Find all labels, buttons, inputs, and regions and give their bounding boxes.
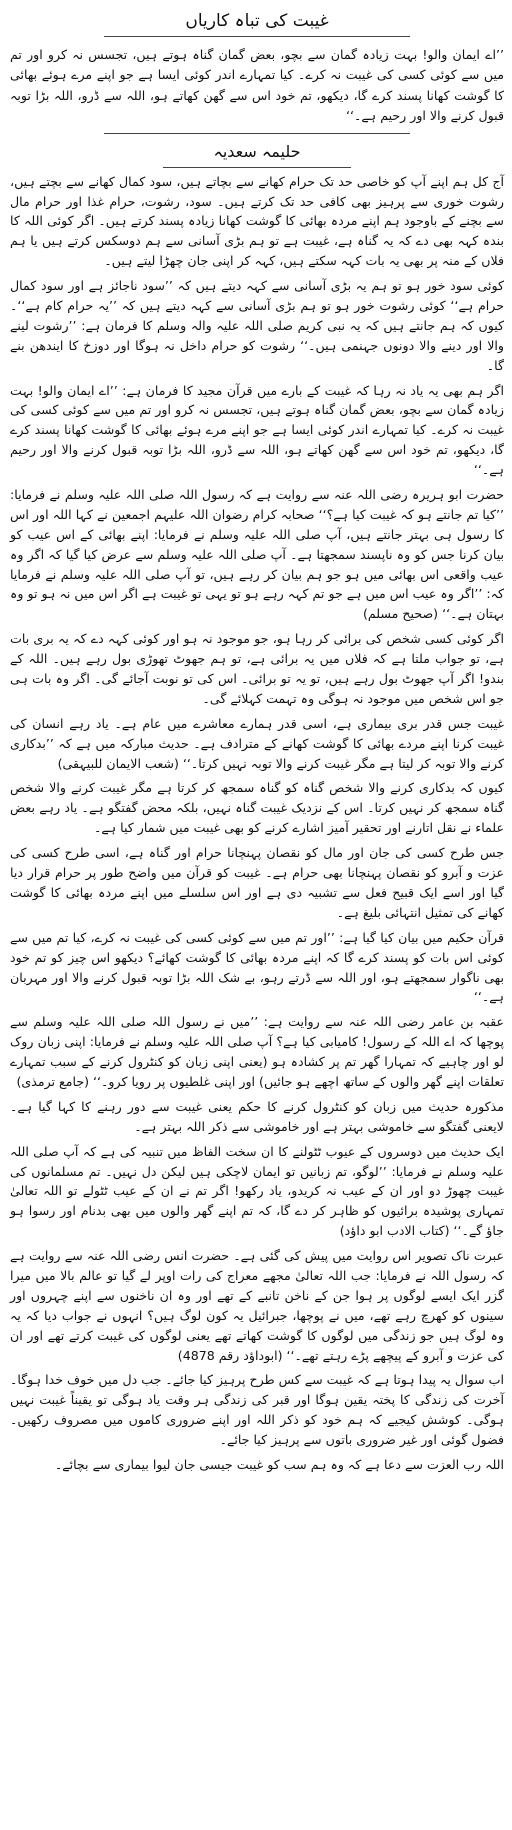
body-paragraph: اگر ہم بھی یہ یاد نہ رہا کہ غیبت کے بارے میں قرآن مجید کا فرمان ہے: ’’اے ایمان والو! بہت زیادہ گمان سے بچو، بعض گمان گناہ ہوتے ہیں، تجسس نہ کرو اور تم میں سے کوئی کسی کی غیبت نہ کرے۔ کیا تمہارے اندر کوئی ایسا ہے جو اپنے مرے ہوئے بھائی کا گوشت کھانا پسند کرے گا، دیکھو، تم خود اس سے گھن کھاتے ہو، اللہ سے ڈرو، اللہ بڑا توبہ قبول کرنے والا اور رحیم ہے۔‘‘ [10,382,504,478]
body-paragraph: اب سوال یہ پیدا ہوتا ہے کہ غیبت سے کس طرح پرہیز کیا جائے۔ جب دل میں خوف خدا ہوگا۔ آخرت کی زندگی کا پختہ یقین ہوگا اور قبر کی زندگی ہر وقت یاد ہوگی تو یقیناً غیبت نہیں ہوگی۔ کوشش کیجیے کہ ہم خود کو ذکر اللہ اور اپنے ضروری کاموں میں مصروف رکھیں۔ فضول گوئی اور غیر ضروری باتوں سے پرہیز کیا جائے۔ [10,1372,504,1448]
body-paragraph: اگر کوئی کسی شخص کی برائی کر رہا ہو، جو موجود نہ ہو اور کوئی کہہ دے کہ یہ بری بات ہے، تو جواب ملتا ہے کہ فلاں میں یہ برائی ہے، تو ہم جھوٹ تھوڑی بول رہے ہیں۔ اللہ کے بندو! اگر آپ جھوٹ بول رہے ہیں، تو یہ تو برائی۔ اس کی تو نوبت آجائے گی۔ اگر وہ بات ہی جو اس شخص میں موجود نہ ہوگی وہ تہمت کہلائے گی۔ [10,631,504,706]
body-paragraph: عبرت ناک تصویر اس روایت میں پیش کی گئی ہے۔ حضرت انس رضی اللہ عنہ سے روایت ہے کہ رسول اللہ نے فرمایا: جب اللہ تعالیٰ مجھے معراج کی رات اوپر لے گیا تو عالم بالا میں میرا گزر ایک ایسے لوگوں پر ہوا جن کے ناخن تانبے کے تھے اور وہ ان ناخنوں سے اپنے چہروں اور سینوں کو کھرچ رہے تھے، میں نے پوچھا، جبرائیل یہ کون لوگ ہیں؟ انہوں نے جواب دیا کہ یہ وہ لوگ ہیں جو زندگی میں لوگوں کا گوشت کھاتے تھے یعنی لوگوں کی غیبت کرتے تھے اور ان کی عزت و آبرو کے پیچھے پڑے رہتے تھے۔‘‘ (ابوداؤد رقم 4878) [10,1248,504,1363]
body-paragraph: ایک حدیث میں دوسروں کے عیوب ٹٹولنے کا ان سخت الفاظ میں تنبیہ کی ہے کہ آپ صلی اللہ علیہ وسلم نے فرمایا: ’’لوگو، تم زبانیں تو ایمان لاچکی ہیں لیکن دل نہیں۔ تم مسلمانوں کی غیبت چھوڑ دو اور ان کے عیب نہ کریدو، یاد رکھو! اگر تم نے ان کے عیب ٹٹولے تو اللہ تعالیٰ تمہاری پوشیدہ برائیوں کو ظاہر کر دے گا، کہ تم اپنے گھر والوں میں بھی بدنام اور رسوا ہو جاؤ گے۔‘‘ (کتاب الادب ابو داؤد) [10,1143,504,1239]
body-paragraph: غیبت جس قدر بری بیماری ہے، اسی قدر ہمارے معاشرے میں عام ہے۔ یاد رہے انسان کی غیبت کرنا اپنے مردے بھائی کا گوشت کھانے کے مترادف ہے۔ حدیث مبارکہ میں ہے کہ ’’بدکاری کرنے والا توبہ کر لیتا ہے مگر غیبت کرنے والا توبہ نہیں کرتا۔‘‘ (شعب الایمان للبیہقی) [10,715,504,771]
body-paragraph: عقبہ بن عامر رضی اللہ عنہ سے روایت ہے: ’’میں نے رسول اللہ صلی اللہ علیہ وسلم سے پوچھا کہ اے اللہ کے رسول! کامیابی کیا ہے؟ آپ صلی اللہ علیہ وسلم نے فرمایا: اپنی زبان روک لو اور چاہیے کہ تمہارا گھر تم پر کشادہ ہو (یعنی اپنی زبان کو کنٹرول کرنے کے سبب تمہارے تعلقات اپنے گھر والوں کے ساتھ اچھے ہو جائیں) اور اپنی غلطیوں پر رویا کرو۔‘‘ (جامع ترمذی) [10,1014,504,1089]
body-paragraph: قرآن حکیم میں بیان کیا گیا ہے: ’’اور تم میں سے کوئی کسی کی غیبت نہ کرے، کیا تم میں سے کوئی اس بات کو پسند کرے گا کہ اپنے مردہ بھائی کا گوشت کھائے؟ دیکھو اس چیز کو تم خود بھی ناگوار سمجھتے ہو، اور اللہ سے ڈرتے رہو، بے شک اللہ بڑا توبہ قبول کرنے والا اور مہربان ہے۔‘‘ [10,929,504,1005]
headline-divider [104,36,410,37]
author-divider [163,167,351,168]
author-name: حلیمہ سعدیہ [213,141,301,161]
body-paragraph: کوئی سود خور ہو تو ہم یہ بڑی آسانی سے کہہ دیتے ہیں کہ ’’سود ناجائز ہے اور سود کمال حرام ہے‘‘ کوئی رشوت خور ہو تو ہم بڑی آسانی سے کہہ دیتے ہیں کہ ’’یہ حرام کام ہے‘‘۔ کیوں کہ ہم جانتے ہیں کہ یہ نبی کریم صلی اللہ علیہ والہ وسلم کا فرمان ہے: ’’رشوت لینے والا اور دینے والا دونوں جہنمی ہیں۔‘‘ رشوت کو حرام داخل نہ ہوگا اور دوزخ کا ایندھن بنے گا۔ [10,278,504,373]
closing-prayer: اللہ رب العزت سے دعا ہے کہ وہ ہم سب کو غیبت جیسی جان لیوا بیماری سے بچائے۔ [54,1456,504,1472]
intro-quote: ’’اے ایمان والو! بہت زیادہ گمان سے بچو، بعض گمان گناہ ہوتے ہیں، تجسس نہ کرو اور تم میں سے کوئی کسی کی غیبت نہ کرے۔ کیا تمہارے اندر کوئی ایسا ہے جو اپنے مرے ہوئے بھائی کا گوشت کھانا پسند کرے گا، دیکھو، تم خود اس سے گھن کھاتے ہو، اللہ سے ڈرو، اللہ بڑا توبہ قبول کرنے والا اور رحیم ہے۔‘‘ [10,47,504,124]
body-paragraph: مذکورہ حدیث میں زبان کو کنٹرول کرنے کا حکم یعنی غیبت سے دور رہنے کا کہا گیا ہے۔ لایعنی گفتگو سے خاموشی بہتر ہے اور خاموشی سے ذکر اللہ بہتر ہے۔ [10,1098,504,1134]
article-headline: غیبت کی تباہ کاریاں [185,11,329,31]
body-paragraph: آج کل ہم اپنے آپ کو خاصی حد تک حرام کھانے سے بچاتے ہیں، سود کمال کھانے سے بچتے ہیں، رشوت خوری سے پرہیز بھی کافی حد تک کرتے ہیں۔ سود، رشوت، حرام غذا اور حرام مال سے بچنے کے باوجود ہم اپنے مردہ بھائی کا گوشت کھانا زیادہ پسند کرتے ہیں۔ اگر کوئی اللہ کا بندہ کہہ بھی دے کہ یہ گناہ ہے، غیبت ہے تو ہم بڑی آسانی سے ہم دوسکس کرتے ہیں یا ہم فلاں کے منہ پر بھی یہ بات کہہ سکتے ہیں، کہہ کر اپنی جان چھڑا لیتے ہیں۔ [10,173,504,269]
body-paragraph: جس طرح کسی کی جان اور مال کو نقصان پہنچانا حرام اور گناہ ہے، اسی طرح کسی کی عزت و آبرو کو نقصان پہنچانا بھی حرام ہے۔ غیبت کو قرآن میں واضح طور پر حرام قرار دیا گیا اور اسے ایک قبیح فعل سے تشبیہ دی ہے اور اس سلسلے میں اپنے مردہ بھائی کا گوشت کھانے کی تمثیل انتہائی بلیغ ہے۔ [10,845,504,920]
body-paragraph: کیوں کہ بدکاری کرنے والا شخص گناہ کو گناہ سمجھ کر کرتا ہے مگر غیبت کرنے والا شخص گناہ سمجھ کر نہیں کرتا۔ اس کے نزدیک غیبت گناہ نہیں، بلکہ محض گفتگو ہے۔ یاد رہے بعض علماء نے نقل اتارنے اور تحقیر آمیز اشارے کرنے کو بھی غیبت میں شمار کیا ہے۔ [10,780,504,836]
intro-divider [104,133,410,134]
body-paragraph: حضرت ابو ہریرہ رضی اللہ عنہ سے روایت ہے کہ رسول اللہ صلی اللہ علیہ وسلم نے فرمایا: ’’کیا تم جانتے ہو کہ غیبت کیا ہے؟‘‘ صحابہ کرام رضوان اللہ علیہم اجمعین نے کہا اللہ اور اس کا رسول ہی بہتر جانتے ہیں، آپ صلی اللہ علیہ وسلم نے فرمایا: اپنے بھائی کے اس عیب کو بیان کرنا جس کو وہ ناپسند سمجھتا ہے۔ آپ صلی اللہ علیہ وسلم سے عرض کیا گیا کہ اگر وہ عیب واقعی اس بھائی میں ہو جو ہم بیان کر رہے ہیں، تو آپ صلی اللہ علیہ وسلم نے فرمایا کہ: ’’اگر وہ عیب اس میں ہے جو تم کہہ رہے ہو تو یہی تو غیبت ہے اگر اس میں نہ ہو تو وہ بہتان ہے۔‘‘ (صحیح مسلم) [10,487,504,622]
